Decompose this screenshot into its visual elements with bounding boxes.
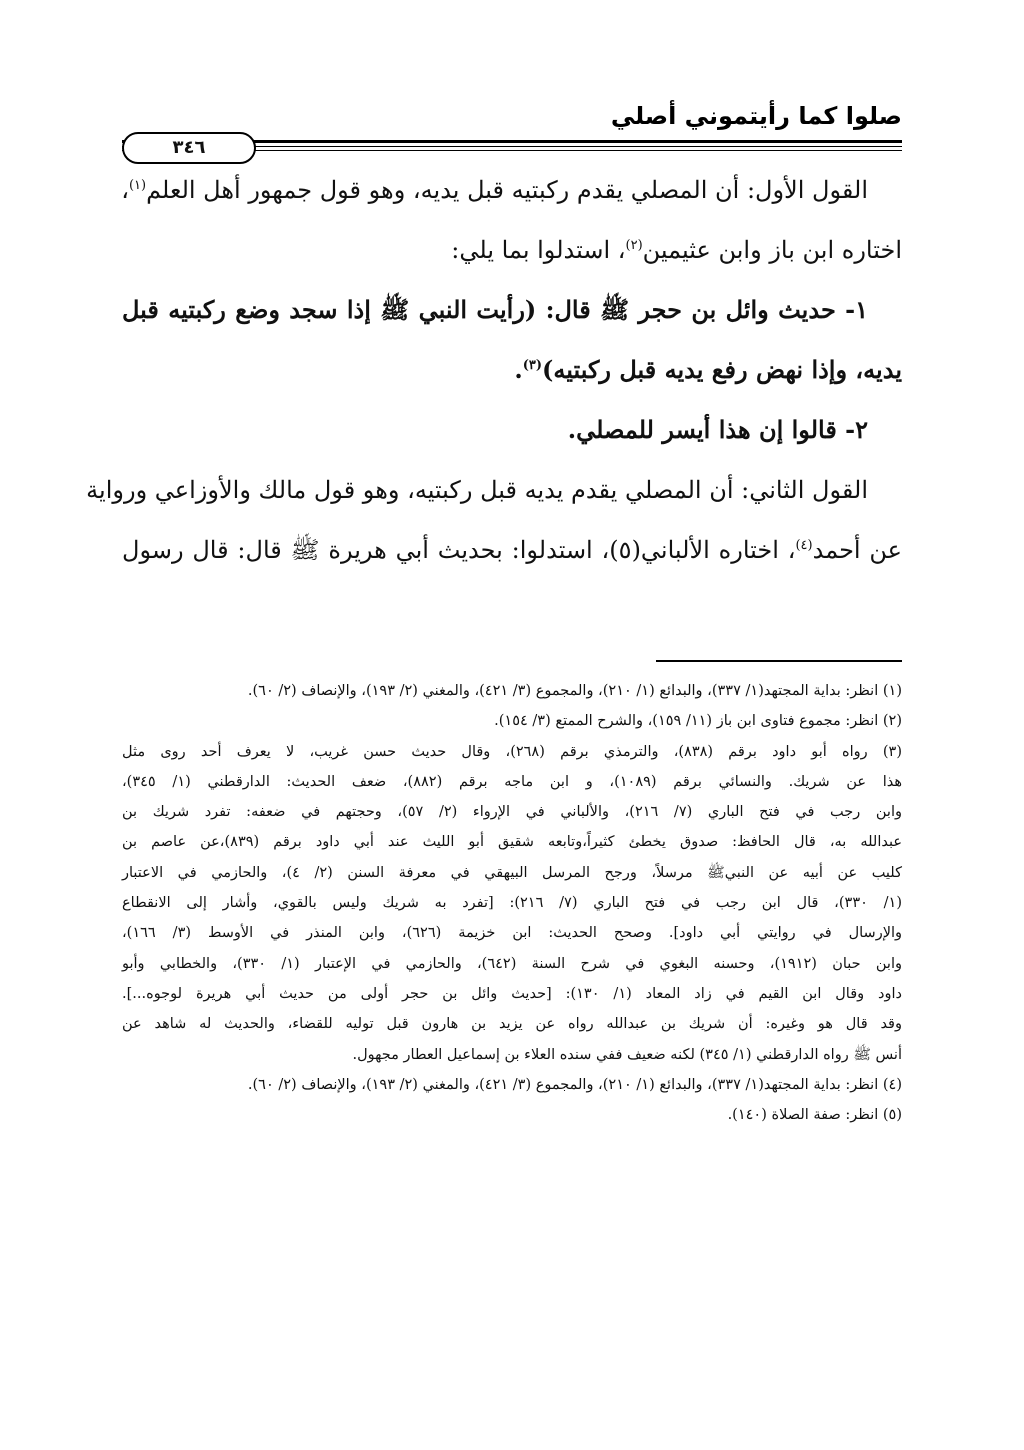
footnotes [122,676,902,1130]
footnote-line: هذا عن شريك. والنسائي برقم (١٠٨٩)، و ابن ماجه برقم (٨٨٢)، ضعف الحديث: الدارقطني (١/ ٣٤٥)، [122,773,902,790]
footnote-line: وابن رجب في فتح الباري (٧/ ٢١٦)، والألباني في الإرواء (٢/ ٥٧)، وحجتهم في ضعفه: تفرد شريك بن [122,804,902,821]
footnote-line: (٤) انظر: بداية المجتهد(١/ ٣٣٧)، والبدائع (١/ ٢١٠)، والمجموع (٣/ ٤٢١)، والمغني (٢/ ١٩٣)، والإنصاف (٢/ ٦٠). [247,1076,902,1093]
body-line [122,400,902,460]
body-line-text: اختاره ابن باز وابن عثيمين [642,236,902,264]
footnote-line: أنس ﷺ رواه الدارقطني (١/ ٣٤٥) لكنه ضعيف ففي سنده العلاء بن إسماعيل العطار مجهول. [352,1046,902,1063]
main-text [86,160,903,580]
body-line-text: ٢- قالوا إن هذا أيسر للمصلي. [567,415,868,444]
body-line [122,520,902,580]
footnote-ref: (٤) [795,538,813,553]
footnote-line: (٣) رواه أبو داود برقم (٨٣٨)، والترمذي برقم (٢٦٨)، وقال حديث حسن غريب، لا يعرف أحد روى مثل [122,743,902,760]
body-line-continuation: ، [121,176,129,204]
body-line-text: القول الأول: أن المصلي يقدم ركبتيه قبل يديه، وهو قول جمهور أهل العلم [146,176,868,204]
footnote-line: (١) انظر: بداية المجتهد(١/ ٣٣٧)، والبدائع (١/ ٢١٠)، والمجموع (٣/ ٤٢١)، والمغني (٢/ ١٩٣)، والإنصاف (٢/ ٦٠). [247,683,902,699]
footnote-line: داود وقال ابن القيم في زاد المعاد (١/ ١٣٠): [حديث وائل بن حجر أولى من حديث أبي هريرة لوجوه...]. [122,985,902,1002]
body-line-text: القول الثاني: أن المصلي يقدم يديه قبل ركبتيه، وهو قول مالك والأوزاعي ورواية [86,476,868,504]
page-number: ٣٤٦ [122,132,256,164]
body-line [122,220,902,280]
footnote-line: عبدالله به، قال الحافظ: صدوق يخطئ كثيراً،وتابعه شقيق أبو الليث عند أبي داود برقم (٨٣٩)،عن عاصم بن [122,834,902,851]
footnote-ref: (٢) [625,238,643,253]
footnote-ref: (١) [128,178,147,193]
body-line-text: ١- حديث وائل بن حجر ﷺ قال: (رأيت النبي ﷺ إذا سجد وضع ركبتيه قبل [122,295,868,324]
body-line-continuation: ، استدلوا بما يلي: [451,236,626,264]
body-line [122,340,902,400]
body-line-text: يديه، وإذا نهض رفع يديه قبل ركبتيه) [542,355,902,384]
body-line [86,460,902,520]
footnote-line: والإرسال في روايتي أبي داود]. وصحح الحديث: ابن خزيمة (٦٢٦)، وابن المنذر في الأوسط (٣/ ١٦٦)، [122,925,902,942]
body-line-text: عن أحمد [812,536,903,564]
footnote-line: (١/ ٣٣٠)، قال ابن رجب في فتح الباري (٧/ ٢١٦): [تفرد به شريك وليس بالقوي، وأشار إلى الانقطاع [122,895,903,912]
footnote-line: كليب عن أبيه عن النبيﷺ مرسلاً، ورجح المرسل البيهقي في معرفة السنن (٢/ ٤)، والحازمي في الاعتبار [122,864,903,881]
body-line-continuation: . [514,355,523,384]
footnote-line: (٥) انظر: صفة الصلاة (١٤٠). [727,1107,902,1124]
body-line-continuation: ، اختاره الألباني(٥)، استدلوا: بحديث أبي هريرة ﷺ قال: قال رسول [122,536,796,564]
book-title: صلوا كما رأيتموني أصلي [610,102,902,130]
footnote-ref: (٣) [522,358,543,373]
footnote-separator [656,660,902,662]
page-header [122,96,902,166]
footnote-line: وابن حبان (١٩١٢)، وحسنه البغوي في شرح السنة (٦٤٢)، والحازمي في الإعتبار (١/ ٣٣٠)، والخطابي وأبو [122,955,902,972]
body-line [122,160,902,220]
footnote-line: وقد قال هو وغيره: أن شريك بن عبدالله رواه عن يزيد بن هارون قبل توليه للقضاء، والحديث له شاهد عن [122,1016,902,1033]
footnote-line: (٢) انظر: مجموع فتاوى ابن باز (١١/ ١٥٩)، والشرح الممتع (٣/ ١٥٤). [494,713,902,730]
body-line [122,280,902,340]
